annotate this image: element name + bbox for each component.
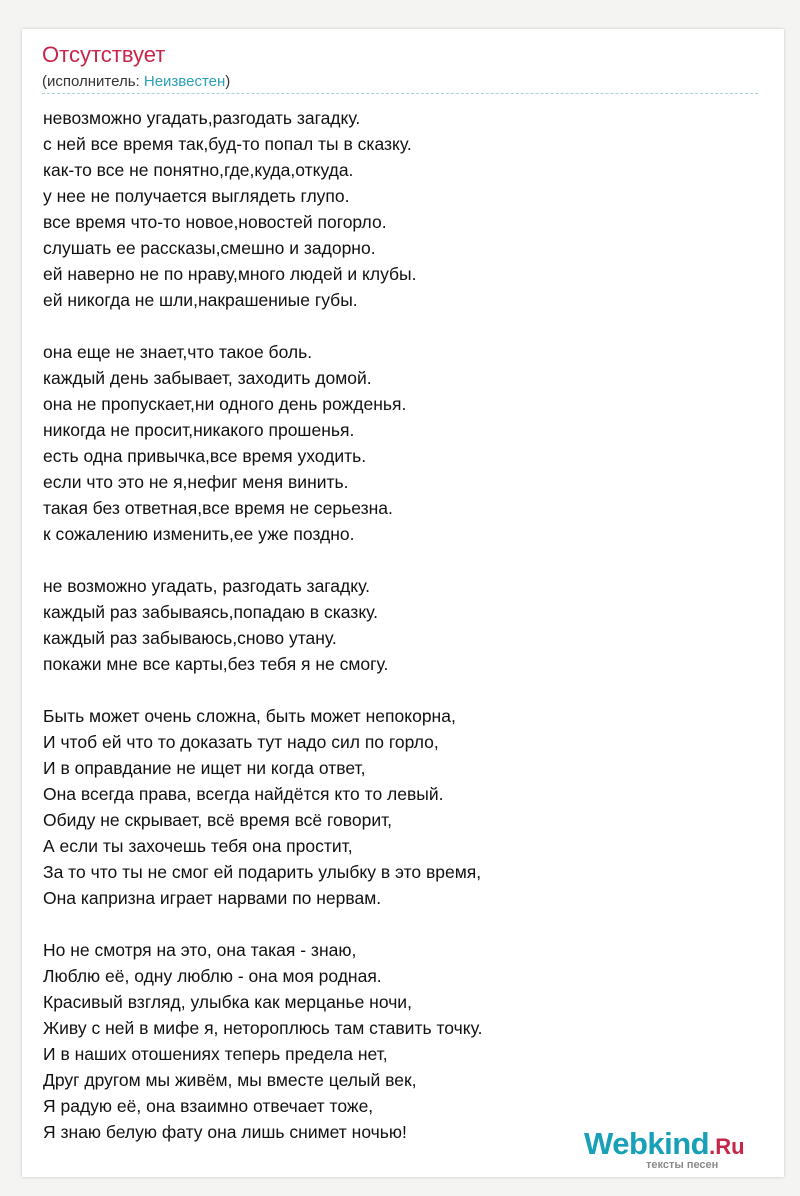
artist-suffix: ) — [225, 73, 231, 90]
lyrics-line: Она капризна играет нарвами по нервам. — [43, 888, 382, 908]
lyrics-line: она не пропускает,ни одного день рожденья. — [43, 394, 407, 414]
lyrics-line: каждый день забывает, заходить домой. — [43, 368, 372, 388]
lyrics-line: Друг другом мы живём, мы вместе целый век, — [43, 1070, 417, 1090]
lyrics-line: И в оправдание не ищет ни когда ответ, — [43, 758, 366, 778]
lyrics-line: не возможно угадать, разгодать загадку. — [43, 576, 370, 596]
site-logo[interactable] — [584, 1127, 774, 1173]
header-divider — [42, 93, 758, 94]
lyrics-line: И в наших отошениях теперь предела нет, — [43, 1044, 388, 1064]
lyrics-line: За то что ты не смог ей подарить улыбку в это время, — [43, 862, 482, 882]
lyrics-line: ей наверно не по нраву,много людей и клубы. — [43, 264, 417, 284]
song-title: Отсутствует — [42, 42, 166, 67]
artist-link[interactable]: Неизвестен — [143, 73, 226, 90]
lyrics-line: Она всегда права, всегда найдётся кто то левый. — [43, 784, 444, 804]
lyrics-line: покажи мне все карты,без тебя я не смогу. — [43, 654, 389, 674]
logo-tagline: тексты песен — [646, 1159, 719, 1171]
lyrics-line: если что это не я,нефиг меня винить. — [43, 472, 349, 492]
lyrics-line: каждый раз забываюсь,сново утану. — [43, 628, 337, 648]
lyrics-stanza — [43, 703, 763, 911]
lyrics-line: к сожалению изменить,ее уже поздно. — [43, 524, 355, 544]
logo-name: Webkind — [584, 1126, 710, 1161]
lyrics-line: она еще не знает,что такое боль. — [43, 342, 313, 362]
lyrics-line: все время что-то новое,новостей погорло. — [43, 212, 387, 232]
artist-prefix: (исполнитель: — [42, 73, 144, 90]
lyrics-line: никогда не просит,никакого прошенья. — [43, 420, 355, 440]
lyrics-line: И чтоб ей что то доказать тут надо сил по горло, — [43, 732, 439, 752]
artist-line — [42, 73, 230, 91]
lyrics-line: каждый раз забываясь,попадаю в сказку. — [43, 602, 379, 622]
lyrics-line: с ней все время так,буд-то попал ты в сказку. — [43, 134, 412, 154]
lyrics-line: есть одна привычка,все время уходить. — [43, 446, 367, 466]
lyrics-line: невозможно угадать,разгодать загадку. — [43, 108, 361, 128]
lyrics-line: как-то все не понятно,где,куда,откуда. — [43, 160, 354, 180]
lyrics-stanza — [43, 339, 763, 547]
lyrics-line: у нее не получается выглядеть глупо. — [43, 186, 350, 206]
lyrics-stanza — [43, 105, 763, 313]
lyrics-line: Люблю её, одну люблю - она моя родная. — [43, 966, 382, 986]
lyrics-body — [43, 105, 763, 1171]
lyrics-line: такая без ответная,все время не серьезна. — [43, 498, 393, 518]
lyrics-stanza — [43, 573, 763, 677]
lyrics-line: Живу с ней в мифе я, нетороплюсь там ставить точку. — [43, 1018, 483, 1038]
lyrics-line: Но не смотря на это, она такая - знаю, — [43, 940, 357, 960]
lyrics-page — [22, 29, 784, 1177]
lyrics-line: Я знаю белую фату она лишь снимет ночью! — [43, 1122, 407, 1142]
lyrics-line: Быть может очень сложна, быть может непокорна, — [43, 706, 456, 726]
lyrics-stanza — [43, 937, 763, 1145]
lyrics-line: ей никогда не шли,накрашениые губы. — [43, 290, 358, 310]
lyrics-line: слушать ее рассказы,смешно и задорно. — [43, 238, 376, 258]
lyrics-line: Обиду не скрывает, всё время всё говорит, — [43, 810, 393, 830]
lyrics-line: Красивый взгляд, улыбка как мерцанье ночи, — [43, 992, 412, 1012]
lyrics-line: А если ты захочешь тебя она простит, — [43, 836, 353, 856]
logo-tld: .Ru — [709, 1134, 745, 1159]
lyrics-line: Я радую её, она взаимно отвечает тоже, — [43, 1096, 374, 1116]
